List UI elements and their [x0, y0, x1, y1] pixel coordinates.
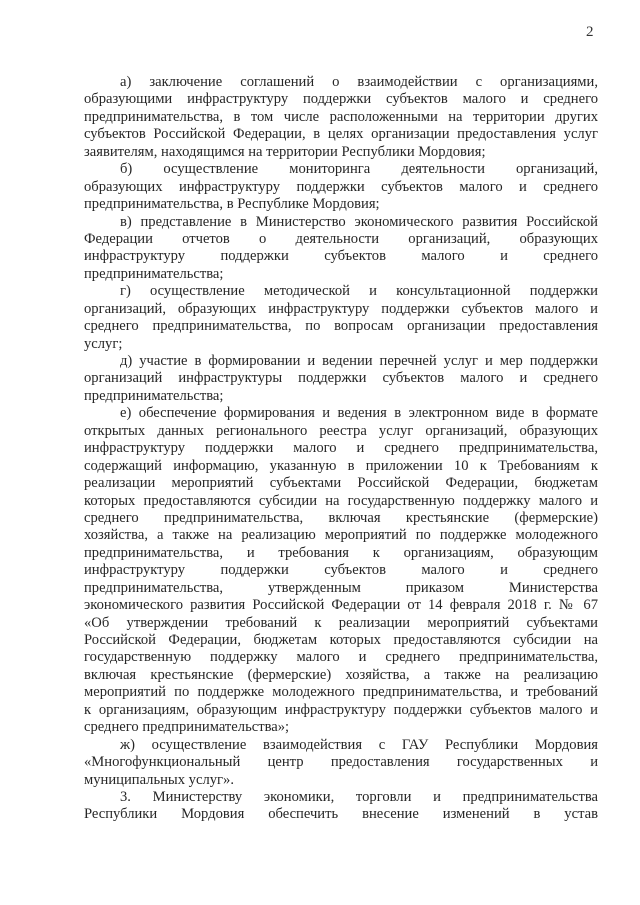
- text-line: хозяйства, а также на реализацию мероприятий по поддержке молодежного: [84, 527, 598, 544]
- text-line: Федерации отчетов о деятельности организаций, образующих: [84, 230, 598, 247]
- text-line: б) осуществление мониторинга деятельности организаций,: [120, 161, 598, 178]
- text-line: а) заключение соглашений о взаимодействии с организациями,: [120, 74, 598, 90]
- text-line: предпринимательства, и требования к организациям, образующим: [84, 544, 598, 561]
- text-line: государственную поддержку малого и среднего предпринимательства,: [84, 649, 598, 666]
- text-line: реализации мероприятий субъектами Российской Федерации, бюджетам: [84, 475, 598, 492]
- paragraph: [84, 74, 598, 161]
- text-line: среднего предпринимательства»;: [84, 719, 290, 736]
- paragraph: [84, 405, 598, 736]
- text-line: которых предоставляются субсидии на государственную поддержку малого и: [84, 492, 598, 509]
- text-line: предпринимательства, в Республике Мордовия;: [84, 196, 380, 213]
- text-line: заявителям, находящимся на территории Республики Мордовия;: [84, 143, 486, 160]
- text-line: инфраструктуру поддержки малого и среднего предпринимательства,: [84, 440, 598, 457]
- text-line: инфраструктуру поддержки субъектов малого и среднего: [84, 562, 598, 579]
- text-line: предпринимательства, утвержденным приказом Министерства: [84, 579, 598, 596]
- text-line: открытых данных регионального реестра услуг организаций, образующих: [84, 422, 598, 439]
- text-line: д) участие в формировании и ведении перечней услуг и мер поддержки: [120, 353, 598, 369]
- text-line: предпринимательства, в том числе расположенными на территории других: [84, 108, 598, 125]
- text-line: 3. Министерству экономики, торговли и предпринимательства: [120, 788, 598, 805]
- text-line: инфраструктуру поддержки субъектов малого и среднего: [84, 248, 598, 265]
- text-line: субъектов Российской Федерации, в целях организации предоставления услуг: [84, 126, 598, 143]
- text-line: Российской Федерации, бюджетам которых предоставляются субсидии на: [84, 632, 598, 648]
- text-line: е) обеспечение формирования и ведения в электронном виде в формате: [120, 405, 598, 422]
- text-line: предпринимательства;: [84, 265, 224, 282]
- text-line: экономического развития Российской Федерации от 14 февраля 2018 г. № 67: [84, 597, 598, 614]
- text-line: «Об утверждении требований к реализации мероприятий субъектами: [84, 614, 598, 631]
- paragraph: [84, 283, 598, 353]
- text-line: мероприятий по поддержке молодежного предпринимательства, и требований: [84, 684, 598, 701]
- text-line: среднего предпринимательства, включая крестьянские (фермерские): [84, 509, 598, 526]
- text-line: организаций, образующих инфраструктуру поддержки субъектов малого и: [84, 300, 598, 317]
- text-line: услуг;: [84, 335, 123, 352]
- text-line: организаций инфраструктуры поддержки субъектов малого и среднего: [84, 370, 598, 387]
- text-line: Республики Мордовия обеспечить внесение изменений в устав: [84, 806, 598, 823]
- paragraph: [84, 737, 598, 789]
- document-body: [84, 74, 598, 824]
- paragraph: [84, 789, 598, 824]
- text-line: ж) осуществление взаимодействия с ГАУ Республики Мордовия: [120, 736, 598, 753]
- page-number: 2: [586, 24, 594, 40]
- paragraph: [84, 214, 598, 284]
- paragraph: [84, 161, 598, 213]
- text-line: предпринимательства;: [84, 387, 224, 404]
- text-line: содержащий информацию, указанную в приложении 10 к Требованиям к: [84, 457, 598, 474]
- text-line: к организациям, образующим инфраструктуру поддержки субъектов малого и: [84, 701, 598, 718]
- paragraph: [84, 353, 598, 405]
- text-line: включая крестьянские (фермерские) хозяйства, а также на реализацию: [84, 666, 598, 683]
- text-line: «Многофункциональный центр предоставления государственных и: [84, 754, 598, 771]
- text-line: муниципальных услуг».: [84, 771, 234, 788]
- text-line: образующими инфраструктуру поддержки субъектов малого и среднего: [84, 91, 598, 108]
- text-line: г) осуществление методической и консультационной поддержки: [120, 283, 598, 300]
- text-line: среднего предпринимательства, по вопросам организации предоставления: [84, 318, 598, 335]
- text-line: образующих инфраструктуру поддержки субъектов малого и среднего: [84, 178, 598, 195]
- text-line: в) представление в Министерство экономического развития Российской: [120, 213, 598, 230]
